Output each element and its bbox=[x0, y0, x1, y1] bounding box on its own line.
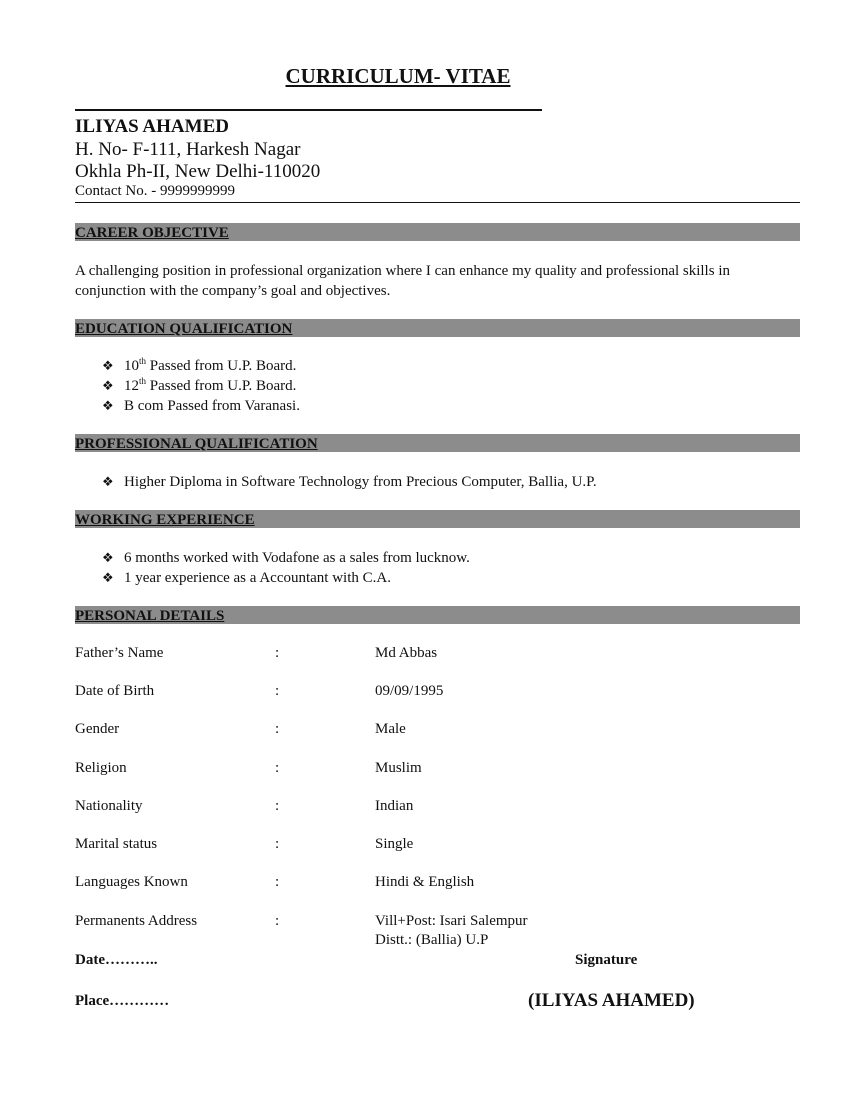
languages-known-value: Hindi & English bbox=[375, 874, 475, 890]
fathers-name-value: Md Abbas bbox=[375, 645, 438, 661]
marital-status-label: Marital status bbox=[75, 836, 158, 852]
section-title: PERSONAL DETAILS bbox=[75, 608, 225, 624]
place-label: Place………… bbox=[75, 993, 170, 1009]
list-item: ❖ B com Passed from Varanasi. bbox=[102, 398, 300, 414]
section-header-career-objective bbox=[75, 223, 800, 241]
religion-value: Muslim bbox=[375, 760, 422, 776]
diamond-bullet-icon: ❖ bbox=[102, 378, 114, 393]
list-item: ❖ 10th Passed from U.P. Board. bbox=[102, 356, 297, 374]
section-header-professional bbox=[75, 434, 800, 452]
field-separator: : bbox=[275, 874, 280, 890]
section-header-experience bbox=[75, 510, 800, 528]
nationality-label: Nationality bbox=[75, 798, 143, 814]
list-item: ❖ 1 year experience as a Accountant with C.A. bbox=[102, 570, 391, 586]
nationality-value: Indian bbox=[375, 798, 414, 814]
gender-value: Male bbox=[375, 721, 406, 737]
date-label: Date……….. bbox=[75, 952, 158, 968]
field-separator: : bbox=[275, 645, 280, 661]
section-title: PROFESSIONAL QUALIFICATION bbox=[75, 436, 318, 452]
permanent-address-value-line-2: Distt.: (Ballia) U.P bbox=[375, 932, 489, 948]
list-item: ❖ 6 months worked with Vodafone as a sales from lucknow. bbox=[102, 550, 470, 566]
list-item: ❖ Higher Diploma in Software Technology from Precious Computer, Ballia, U.P. bbox=[102, 474, 597, 490]
applicant-name: ILIYAS AHAMED bbox=[75, 116, 229, 137]
list-item: ❖ 12th Passed from U.P. Board. bbox=[102, 376, 297, 394]
field-separator: : bbox=[275, 721, 280, 737]
field-separator: : bbox=[275, 836, 280, 852]
header-divider bbox=[75, 202, 800, 203]
field-separator: : bbox=[275, 760, 280, 776]
career-objective-text: A challenging position in professional organization where I can enhance my quality and professional skills in conjunction with the company’s goal and objectives. bbox=[75, 263, 730, 299]
diamond-bullet-icon: ❖ bbox=[102, 570, 114, 585]
marital-status-value: Single bbox=[375, 836, 414, 852]
section-header-education bbox=[75, 319, 800, 337]
field-separator: : bbox=[275, 913, 280, 929]
gender-label: Gender bbox=[75, 721, 120, 737]
religion-label: Religion bbox=[75, 760, 127, 776]
signature-name: (ILIYAS AHAMED) bbox=[528, 990, 695, 1011]
address-line-1: H. No- F-111, Harkesh Nagar bbox=[75, 139, 301, 160]
section-title: WORKING EXPERIENCE bbox=[75, 512, 255, 528]
diamond-bullet-icon: ❖ bbox=[102, 550, 114, 565]
field-separator: : bbox=[275, 683, 280, 699]
permanent-address-label: Permanents Address bbox=[75, 913, 198, 929]
date-of-birth-label: Date of Birth bbox=[75, 683, 155, 699]
diamond-bullet-icon: ❖ bbox=[102, 474, 114, 489]
diamond-bullet-icon: ❖ bbox=[102, 398, 114, 413]
signature-label: Signature bbox=[575, 952, 638, 968]
field-separator: : bbox=[275, 798, 280, 814]
languages-known-label: Languages Known bbox=[75, 874, 188, 890]
diamond-bullet-icon: ❖ bbox=[102, 358, 114, 373]
date-of-birth-value: 09/09/1995 bbox=[375, 683, 444, 699]
contact-number: Contact No. - 9999999999 bbox=[75, 183, 235, 199]
fathers-name-label: Father’s Name bbox=[75, 645, 164, 661]
page-title: CURRICULUM- VITAE bbox=[285, 64, 511, 88]
section-title: EDUCATION QUALIFICATION bbox=[75, 321, 293, 337]
section-title: CAREER OBJECTIVE bbox=[75, 225, 229, 241]
address-line-2: Okhla Ph-II, New Delhi-110020 bbox=[75, 161, 321, 182]
section-header-personal bbox=[75, 606, 800, 624]
permanent-address-value-line-1: Vill+Post: Isari Salempur bbox=[375, 913, 528, 929]
title-divider bbox=[75, 109, 542, 111]
